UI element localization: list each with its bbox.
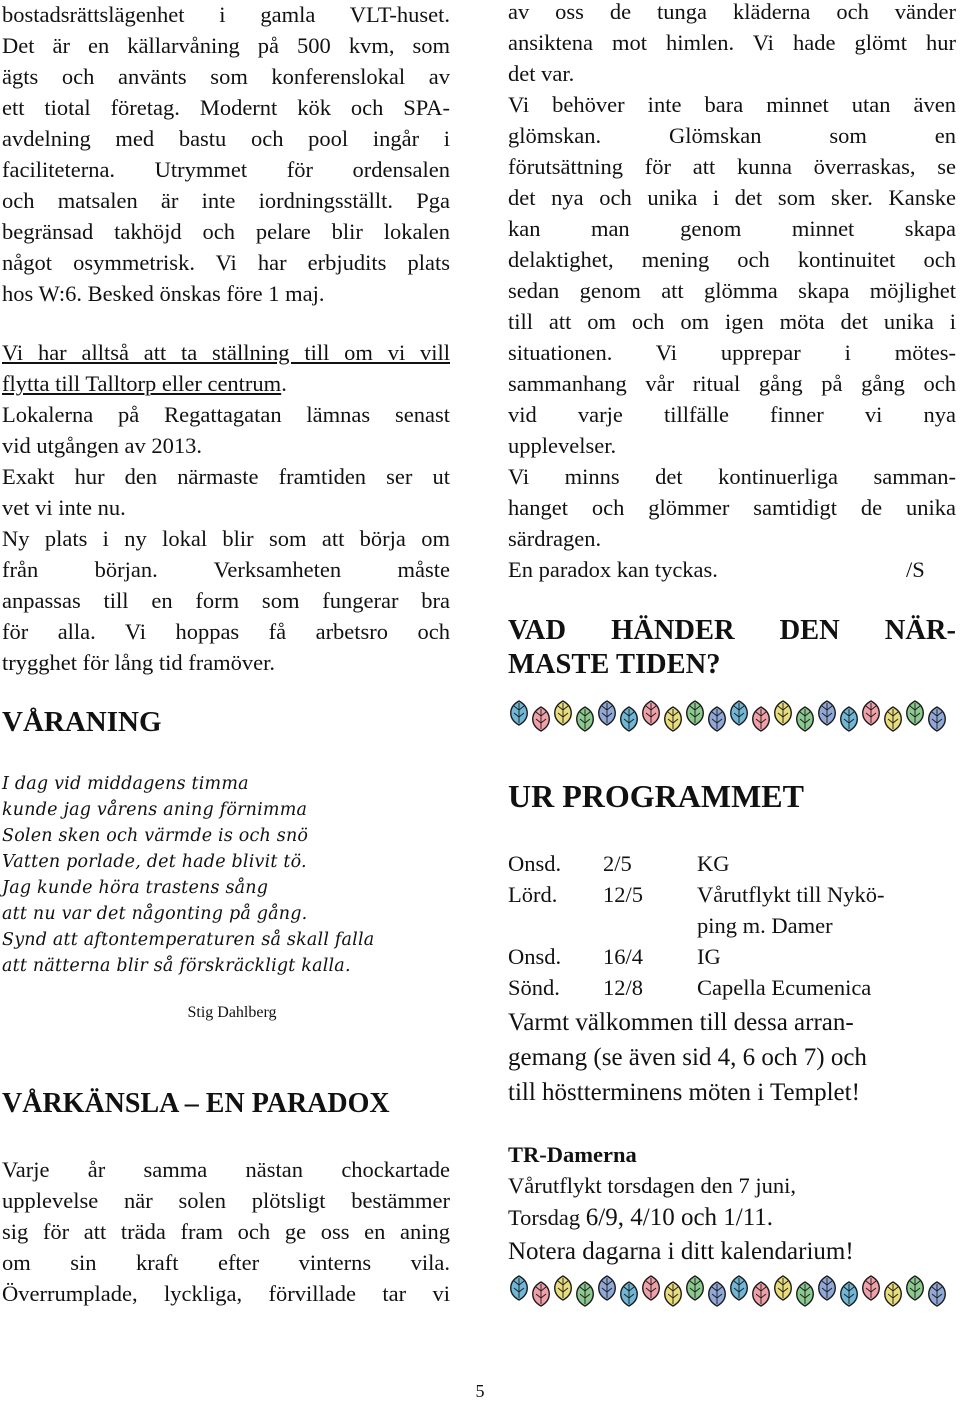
text-line: sig för att träda fram och ge oss en aning [2,1219,450,1244]
poem-line: I dag vid middagens timma [2,774,249,794]
text-line: ansiktena mot himlen. Vi hade glömt hur [508,30,956,55]
program-heading: UR PROGRAMMET [508,778,804,814]
closing-text: En paradox kan tyckas. [508,557,718,582]
program-day: Sönd. [508,975,560,1000]
program-day: Onsd. [508,944,562,969]
program-event: ping m. Damer [697,913,833,938]
text-line: Ny plats i ny lokal blir som att börja om [2,526,450,551]
poem [2,771,450,979]
text-line: förutsättning för att kunna överraskas, se [508,154,956,179]
decision-paragraph [2,337,450,678]
signature: /S [906,557,925,582]
text-line: särdragen. [508,526,602,551]
poem-line: Jag kunde höra trastens sång [2,878,269,898]
closing-line [508,554,956,585]
damerna-dates: 6/9, 4/10 och 1/11. [585,1204,774,1231]
damerna-day: Torsdag [508,1205,586,1230]
program-day: Lörd. [508,882,558,907]
text-line: hos W:6. Besked önskas före 1 maj. [2,281,325,306]
text-line: Vårutflykt torsdagen den 7 juni, [508,1173,797,1198]
poem-line: att nu var det någonting på gång. [2,904,308,924]
text-line: kan man genom minnet skapa [508,216,956,241]
poem-line: att nätterna blir så förskräckligt kalla. [2,956,351,976]
text-line: Vi behöver inte bara minnet utan även [508,92,956,117]
program-row [508,910,956,941]
text-line [2,368,450,399]
program-date: 12/8 [603,975,644,1000]
text-line: och matsalen är inte iordningsställt. Pga [2,188,450,213]
text-line: av oss de tunga kläderna och vänder [508,0,956,24]
vad-heading-line: VAD HÄNDER DEN NÄR- [508,615,956,646]
period: . [281,371,287,396]
text-line: från början. Verksamheten måste [2,557,450,582]
paradox-continued-paragraph [508,0,956,585]
text-line: ett tiotal företag. Modernt kök och SPA- [2,95,450,120]
text-line: delaktighet, mening och kontinuitet och [508,247,956,272]
program-event: Vårutflykt till Nykö- [697,882,885,907]
program-row [508,941,956,972]
text-line: sedan genom att glömma skapa möjlighet [508,278,956,303]
program-row [508,848,956,879]
text-line: avdelning med bastu och pool ingår i [2,126,450,151]
welcome-paragraph [508,1005,956,1110]
text-line: glömskan. Glömskan som en [508,123,956,148]
poem-line: Solen sken och värmde is och snö [2,826,309,846]
program-event: Capella Ecumenica [697,975,872,1000]
program-event: IG [697,944,721,969]
vad-heading-line: MASTE TIDEN? [508,649,721,680]
program-date: 2/5 [603,851,632,876]
program-date: 16/4 [603,944,644,969]
text-line: Lokalerna på Regattagatan lämnas senast [2,402,450,427]
text-line: hanget och glömmer samtidigt de unika [508,495,956,520]
decorative-border-top [508,698,956,734]
varaning-heading: VÅRANING [2,706,162,738]
varkansla-heading: VÅRKÄNSLA – EN PARADOX [2,1088,390,1119]
underlined-line: flytta till Talltorp eller centrum [2,371,282,396]
text-line: begränsad takhöjd och pelare blir lokalen [2,219,450,244]
text-line: faciliteterna. Utrymmet för ordensalen [2,157,450,182]
poem-line: kunde jag vårens aning förnimma [2,800,308,820]
text-line: något osymmetrisk. Vi har erbjudits plats [2,250,450,275]
text-line: gemang (se även sid 4, 6 och 7) och [508,1044,867,1071]
text-line: till att om och om igen möta det unika i [508,309,956,334]
text-line: upplevelse när solen plötsligt bestämmer [2,1188,450,1213]
text-line [508,1201,956,1234]
damerna-heading: TR-Damerna [508,1142,637,1167]
text-line: det nya och unika i det som sker. Kanske [508,185,956,210]
program-date [603,910,697,941]
text-line: bostadsrättslägenhet i gamla VLT-huset. [2,2,450,27]
program-list [508,848,956,1003]
text-line: Det är en källarvåning på 500 kvm, som [2,33,450,58]
underlined-line: Vi har alltså att ta ställning till om vi vill [2,340,450,365]
text-line: Överrumplade, lyckliga, förvillade tar vi [2,1281,450,1306]
text-line: om sin kraft efter vinterns vila. [2,1250,450,1275]
text-line: vid varje tillfälle finner vi nya [508,402,956,427]
varkansla-paragraph [2,1154,450,1309]
text-line: vet vi inte nu. [2,495,126,520]
text-line: för alla. Vi hoppas få arbetsro och [2,619,450,644]
text-line: Varmt välkommen till dessa arran- [508,1009,854,1036]
program-day [508,910,603,941]
text-line: anpassas till en form som fungerar bra [2,588,450,613]
vad-heading [508,614,956,682]
text-line: Vi minns det kontinuerliga samman- [508,464,956,489]
text-line: ägts och använts som konferenslokal av [2,64,450,89]
decorative-border-bottom [508,1273,956,1309]
text-line: det var. [508,61,575,86]
intro-paragraph [2,0,450,309]
damerna-section [508,1139,956,1269]
text-line: Varje år samma nästan chockartade [2,1157,450,1182]
text-line: upplevelser. [508,433,617,458]
text-line: trygghet för lång tid framöver. [2,650,276,675]
text-line: till höstterminens möten i Templet! [508,1079,860,1106]
program-row [508,879,956,910]
program-date: 12/5 [603,882,644,907]
text-line: situationen. Vi upprepar i mötes- [508,340,956,365]
poem-author: Stig Dahlberg [187,1004,277,1021]
text-line: sammanhang vår ritual gång på gång och [508,371,956,396]
program-event: KG [697,851,730,876]
poem-line: Vatten porlade, det hade blivit tö. [2,852,307,872]
page-number: 5 [475,1381,485,1401]
text-line: Exakt hur den närmaste framtiden ser ut [2,464,450,489]
program-day: Onsd. [508,851,562,876]
program-row [508,972,956,1003]
poem-line: Synd att aftontemperaturen så skall falla [2,930,375,950]
text-line: vid utgången av 2013. [2,433,202,458]
text-line: Notera dagarna i ditt kalendarium! [508,1238,854,1265]
